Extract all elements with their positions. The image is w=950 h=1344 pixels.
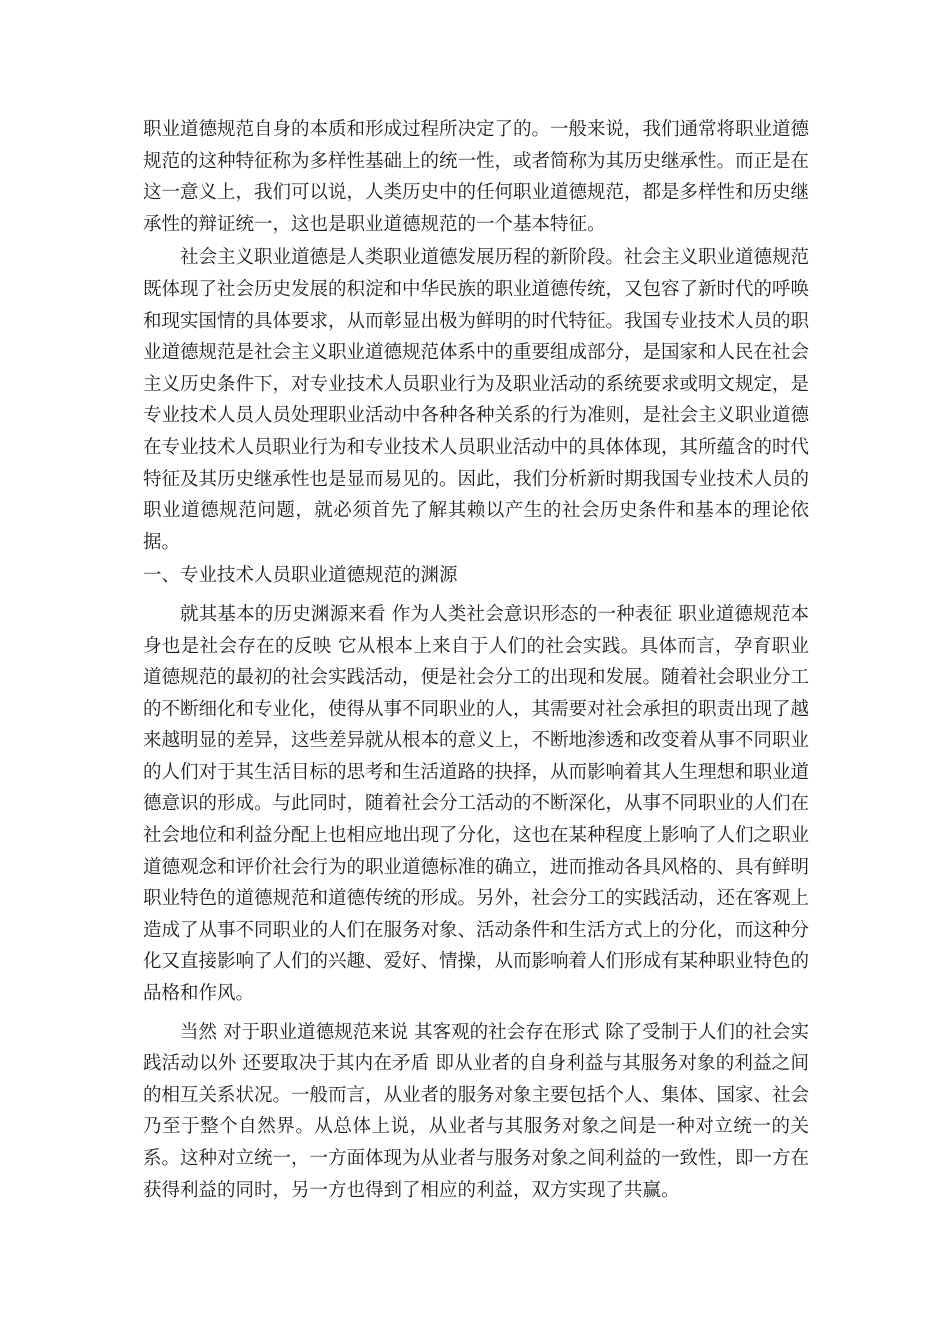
document-body <box>143 114 809 1206</box>
paragraph-historical-origin: 就其基本的历史渊源来看 作为人类社会意识形态的一种表征 职业道德规范本身也是社会存在的反映 它从根本上来自于人们的社会实践。具体而言，孕育职业道德规范的最初的社会实践活动，便是社会分工的出现和发展。随着社会职业分工的不断细化和专业化，使得从事不同职业的人，其需要对社会承担的职责出现了越来越明显的差异，这些差异就从根本的意义上，不断地渗透和改变着从事不同职业的人们对于其生活目标的思考和生活道路的抉择，从而影响着其人生理想和职业道德意识的形成。与此同时，随着社会分工活动的不断深化，从事不同职业的人们在社会地位和利益分配上也相应地出现了分化，这也在某种程度上影响了人们之职业道德观念和评价社会行为的职业道德标准的确立，进而推动各具风格的、具有鲜明职业特色的道德规范和道德传统的形成。另外，社会分工的实践活动，还在客观上造成了从事不同职业的人们在服务对象、活动条件和生活方式上的分化，而这种分化又直接影响了人们的兴趣、爱好、情操，从而影响着人们形成有某种职业特色的品格和作风。 <box>143 603 810 1005</box>
section-heading: 一、专业技术人员职业道德规范的渊源 <box>143 565 458 587</box>
paragraph-socialist-ethics: 社会主义职业道德是人类职业道德发展历程的新阶段。社会主义职业道德规范既体现了社会历史发展的积淀和中华民族的职业道德传统，又包容了新时代的呼唤和现实国情的具体要求，从而彰显出极为鲜明的时代特征。我国专业技术人员的职业道德规范是社会主义职业道德规范体系中的重要组成部分，是国家和人民在社会主义历史条件下，对专业技术人员职业行为及职业活动的系统要求或明文规定，是专业技术人员人员处理职业活动中各种各种关系的行为准则，是社会主义职业道德在专业技术人员职业行为和专业技术人员职业活动中的具体体现，其所蕴含的时代特征及其历史继承性也是显而易见的。因此，我们分析新时期我国专业技术人员的职业道德规范问题，就必须首先了解其赖以产生的社会历史条件和基本的理论依据。 <box>143 247 810 553</box>
paragraph-continuation: 职业道德规范自身的本质和形成过程所决定了的。一般来说，我们通常将职业道德规范的这种特征称为多样性基础上的统一性，或者简称为其历史继承性。而正是在这一意义上，我们可以说，人类历史中的任何职业道德规范，都是多样性和历史继承性的辩证统一，这也是职业道德规范的一个基本特征。 <box>143 119 810 235</box>
paragraph-internal-contradiction: 当然 对于职业道德规范来说 其客观的社会存在形式 除了受制于人们的社会实践活动以外 还要取决于其内在矛盾 即从业者的自身利益与其服务对象的利益之间的相互关系状况。一般而言，从业者的服务对象主要包括个人、集体、国家、社会乃至于整个自然界。从总体上说，从业者与其服务对象之间是一种对立统一的关系。这种对立统一，一方面体现为从业者与服务对象之间利益的一致性，即一方在获得利益的同时，另一方也得到了相应的利益，双方实现了共赢。 <box>143 1021 810 1201</box>
